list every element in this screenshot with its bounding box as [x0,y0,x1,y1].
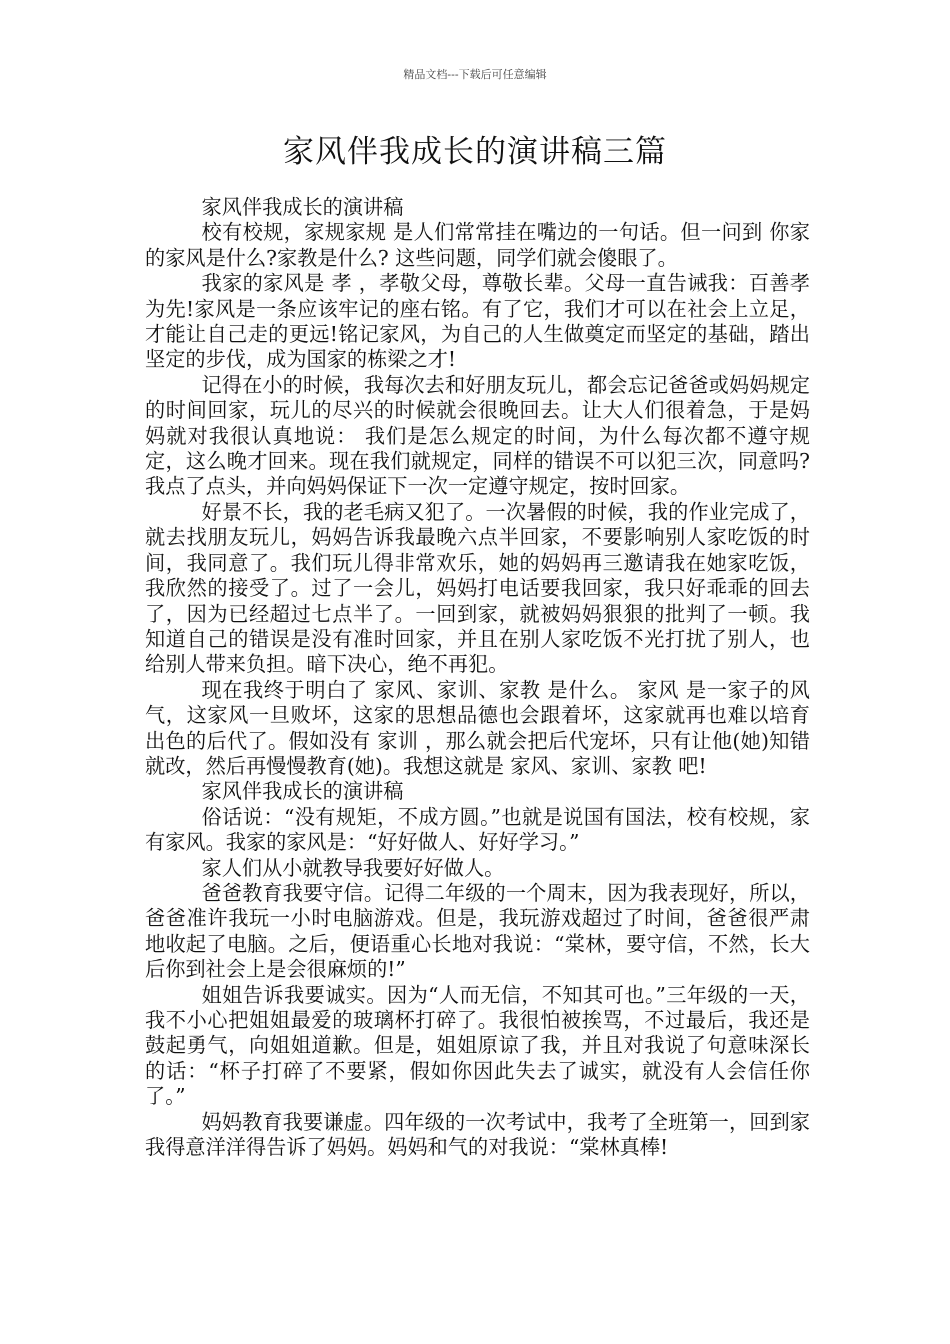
document-title: 家风伴我成长的演讲稿三篇 [283,134,667,170]
paragraph: 家风伴我成长的演讲稿 [201,779,404,804]
paragraph: 爸爸教育我要守信。记得二年级的一个周末，因为我表现好，所以，爸爸准许我玩一小时电脑游戏。但是，我玩游戏超过了时间，爸爸很严肃地收起了电脑。之后，便语重心长地对我说：“棠林，要守信，不然，长大后你到社会上是会很麻烦的!” [145,880,810,982]
paragraph: 妈妈教育我要谦虚。四年级的一次考试中，我考了全班第一，回到家我得意洋洋得告诉了妈妈。妈妈和气的对我说：“棠林真棒! [145,1109,810,1160]
paragraph: 校有校规，家规家规 是人们常常挂在嘴边的一句话。但一问到 你家的家风是什么?家教是什么? 这些问题，同学们就会傻眼了。 [145,220,810,270]
paragraph: 我家的家风是 孝 ，孝敬父母，尊敬长辈。父母一直告诫我：百善孝为先!家风是一条应该牢记的座右铭。有了它，我们才可以在社会上立足，才能让自己走的更远!铭记家风，为自己的人生做奠定而坚定的基础，踏出坚定的步伐，成为国家的栋梁之才! [145,271,810,372]
header-note: 精品文档---下载后可任意编辑 [403,68,547,81]
paragraph: 姐姐告诉我要诚实。因为“人而无信，不知其可也。”三年级的一天，我不小心把姐姐最爱的玻璃杯打碎了。我很怕被挨骂，不过最后，我还是鼓起勇气，向姐姐道歉。但是，姐姐原谅了我，并且对我说了句意味深长的话：“杯子打碎了不要紧，假如你因此失去了诚实，就没有人会信任你了。” [145,982,810,1109]
paragraph: 家风伴我成长的演讲稿 [201,195,404,219]
paragraph: 俗话说：“没有规矩，不成方圆。”也就是说国有国法，校有校规，家有家风。我家的家风是：“好好做人、好好学习。” [145,804,810,855]
paragraph: 好景不长，我的老毛病又犯了。一次暑假的时候，我的作业完成了，就去找朋友玩儿，妈妈告诉我最晚六点半回家，不要影响别人家吃饭的时间，我同意了。我们玩儿得非常欢乐，她的妈妈再三邀请我在她家吃饭，我欣然的接受了。过了一会儿，妈妈打电话要我回家，我只好乖乖的回去了，因为已经超过七点半了。一回到家，就被妈妈狠狠的批判了一顿。我知道自己的错误是没有准时回家，并且在别人家吃饭不光打扰了别人，也给别人带来负担。暗下决心，绝不再犯。 [145,499,810,677]
document-body [145,195,810,1160]
paragraph: 现在我终于明白了 家风、家训、家教 是什么。 家风 是一家子的风气，这家风一旦败坏，这家的思想品德也会跟着坏，这家就再也难以培育出色的后代了。假如没有 家训 ，那么就会把后代宠坏，只有让他(她)知错就改，然后再慢慢教育(她)。我想这就是 家风、家训、家教 吧! [145,677,810,778]
paragraph: 记得在小的时候，我每次去和好朋友玩儿，都会忘记爸爸或妈妈规定的时间回家，玩儿的尽兴的时候就会很晚回去。让大人们很着急，于是妈妈就对我很认真地说： 我们是怎么规定的时间，为什么每次都不遵守规定，这么晚才回来。现在我们就规定，同样的错误不可以犯三次，同意吗? 我点了点头，并向妈妈保证下一次一定遵守规定，按时回家。 [145,372,810,499]
paragraph: 家人们从小就教导我要好好做人。 [201,855,505,880]
